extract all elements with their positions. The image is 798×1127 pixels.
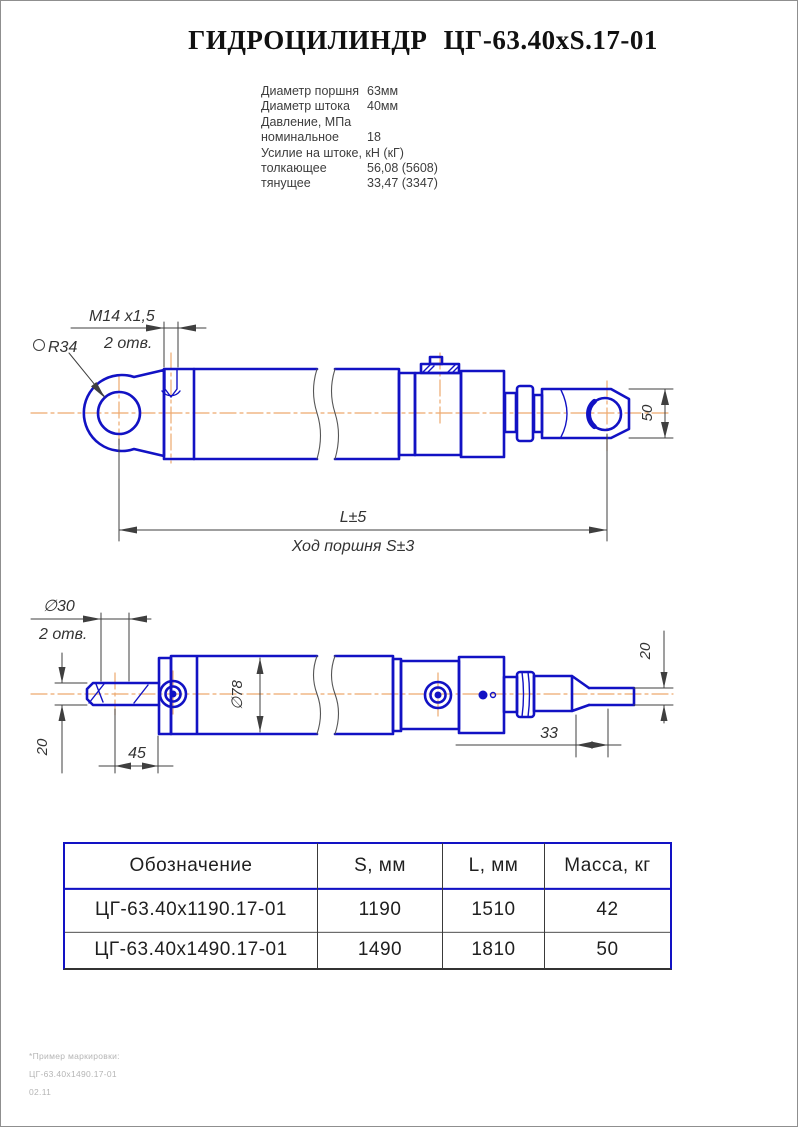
- dim-label-rod-step: 33: [540, 725, 558, 742]
- collar: [164, 369, 194, 459]
- spec-label: толкающее: [261, 161, 327, 176]
- dim-label-radius: R34: [48, 339, 78, 356]
- rod-end: [589, 688, 634, 705]
- marking-example-note: [29, 1047, 120, 1101]
- dim-label-rod-dia: 20: [637, 642, 654, 660]
- pivot-boss-center: [170, 691, 177, 698]
- dim-label-pivot-offset: 45: [128, 745, 146, 762]
- dim-label-hole-dia: ∅30: [43, 598, 75, 615]
- dim-label-plate-thickness: 20: [34, 738, 51, 756]
- barrel-left: [194, 369, 317, 459]
- spec-value: 40мм: [367, 99, 399, 114]
- port-hole-center: [435, 692, 442, 699]
- footnote-line: 02.11: [29, 1087, 52, 1097]
- neck: [399, 373, 415, 455]
- spec-label: Усилие на штоке, кН (кГ): [261, 145, 404, 160]
- sphere-symbol: [34, 340, 45, 351]
- spec-label: Давление, МПа: [261, 114, 352, 129]
- footnote-line: *Пример маркировки:: [29, 1051, 120, 1061]
- break-lines: [314, 369, 339, 459]
- table-cell: ЦГ-63.40x1190.17-01: [65, 888, 318, 933]
- spec-value: 33,47 (3347): [367, 176, 438, 191]
- dim-label-holes: 2 отв.: [39, 626, 88, 643]
- spec-value: 56,08 (5608): [367, 161, 438, 176]
- table-cell: 1190: [318, 888, 443, 933]
- spec-value: 63мм: [367, 84, 399, 98]
- table-header-mass: Масса, кг: [545, 843, 670, 890]
- table-header-designation: Обозначение: [65, 843, 318, 890]
- end-cap: [461, 371, 504, 457]
- table-cell: 50: [596, 938, 619, 961]
- table-cell: ЦГ-63.40x1490.17-01: [65, 931, 318, 968]
- barrel-right: [335, 369, 399, 459]
- hole-dia-ext: [101, 613, 129, 681]
- dim-label-barrel-dia: ∅78: [229, 680, 246, 710]
- head-block: [415, 373, 461, 455]
- spec-label: номинальное: [261, 130, 339, 145]
- rod-eye-hole-shading: [589, 401, 595, 426]
- table-header-length: L, мм: [443, 843, 545, 890]
- table-cell: 1490: [318, 931, 443, 968]
- footnote-line: ЦГ-63.40x1490.17-01: [29, 1069, 117, 1079]
- spec-label: Диаметр штока: [261, 99, 350, 114]
- table-cell: 42: [545, 888, 670, 933]
- plug-dot: [479, 691, 488, 700]
- pivot-offset-dim: [99, 709, 173, 773]
- dim-label-eye-height: 50: [639, 404, 656, 422]
- spec-label: тянущее: [261, 176, 311, 191]
- dim-label-length: L±5: [339, 509, 367, 526]
- spec-value: 18: [367, 130, 381, 145]
- table-cell: 1810: [443, 931, 545, 968]
- size-table: [63, 842, 672, 970]
- page-title: ГИДРОЦИЛИНДР ЦГ-63.40xS.17-01: [188, 25, 658, 55]
- cylinder-top-view: [31, 598, 673, 773]
- dim-label-stroke: Ход поршня S±3: [291, 538, 415, 555]
- break-lines: [314, 656, 339, 734]
- spec-label: Диаметр поршня: [261, 84, 360, 98]
- dim-label-thread-holes: 2 отв.: [104, 335, 153, 352]
- table-cell: 1510: [443, 888, 545, 933]
- barrel-right: [335, 656, 393, 734]
- dim-label-thread: M14 x1,5: [89, 308, 155, 325]
- table-header-stroke: S, мм: [318, 843, 443, 890]
- plug-pin: [491, 693, 496, 698]
- cylinder-side-view: [31, 308, 673, 555]
